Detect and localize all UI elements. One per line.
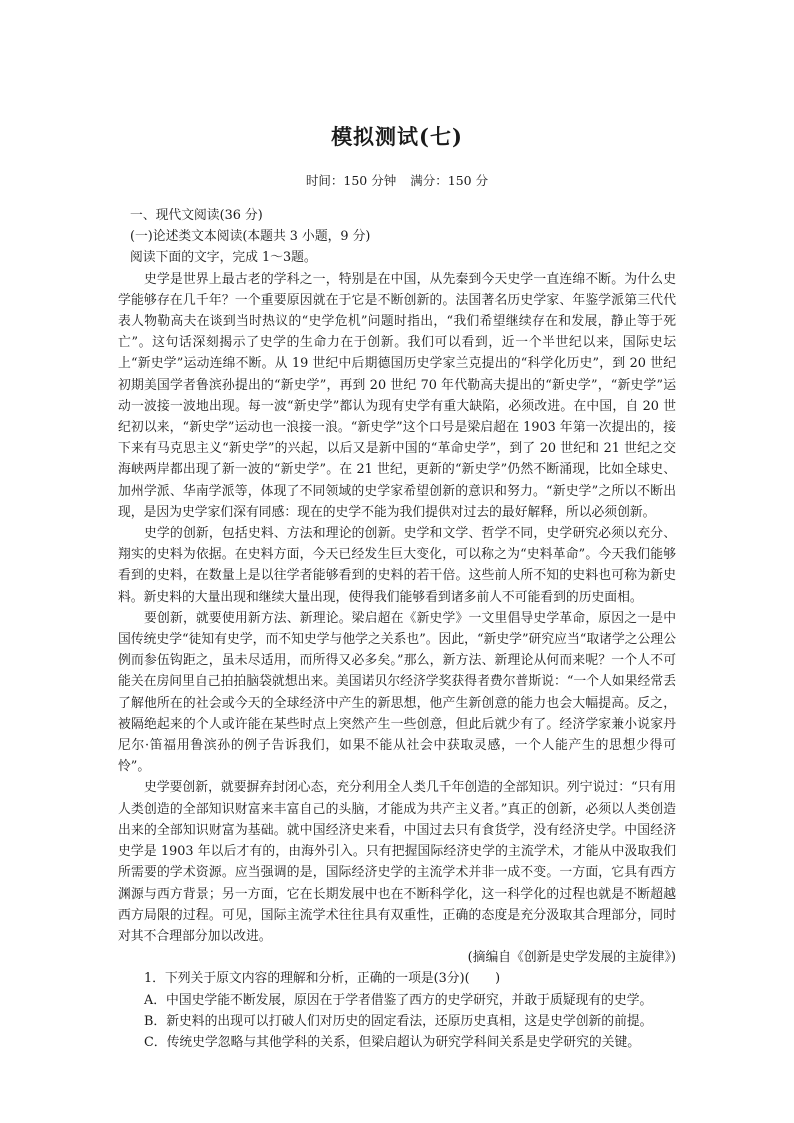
exam-meta [0,172,794,190]
passage-paragraph-3: 要创新，就要使用新方法、新理论。梁启超在《新史学》一文里倡导史学革命，原因之一是中国传统史学“徒知有史学，而不知史学与他学之关系也”。因此，“新史学”研究应当“取诸学之公理公例而参伍钩距之，虽未尽适用，而所得又必多矣。”那么，新方法、新理论从何而来呢？一个人不可能关在房间里自己拍拍脑袋就想出来。美国诺贝尔经济学奖获得者费尔普斯说：“一个人如果经常丢了解他所在的社会或今天的全球经济中产生的新思想，他产生新创意的能力也会大幅提高。反之，被隔绝起来的个人或许能在某些时点上突然产生一些创意，但此后就少有了。经济学家兼小说家丹尼尔·笛福用鲁滨孙的例子告诉我们，如果不能从社会中获取灵感，一个人能产生的思想少得可怜”。 [118,610,676,775]
question-option-a: A．中国史学能不断发展，原因在于学者借鉴了西方的史学研究，并敢于质疑现有的史学。 [144,992,653,1008]
exam-body [118,205,676,1053]
page-title: 模拟测试(七) [331,124,463,149]
question-stem: 1．下列关于原文内容的理解和分析，正确的一项是(3分)( ) [144,971,501,987]
passage-source: (摘编自《创新是史学发展的主旋律》) [467,950,676,966]
passage-paragraph-2: 史学的创新，包括史料、方法和理论的创新。史学和文学、哲学不同，史学研究必须以充分、翔实的史料为依据。在史料方面，今天已经发生巨大变化，可以称之为“史料革命”。今天我们能够看到的史料，在数量上是以往学者能够看到的史料的若干倍。这些前人所不知的史料也可称为新史料。新史料的大量出现和继续大量出现，使得我们能够看到诸多前人不可能看到的历史面相。 [118,526,676,605]
passage-paragraph-1: 史学是世界上最古老的学科之一，特别是在中国，从先秦到今天史学一直连绵不断。为什么史学能够存在几千年？一个重要原因就在于它是不断创新的。法国著名历史学家、年鉴学派第三代代表人物勒高夫在谈到当时热议的“史学危机”问题时指出，“我们希望继续存在和发展，静止等于死亡”。这句话深刻揭示了史学的生命力在于创新。我们可以看到，近一个半世纪以来，国际史坛上“新史学”运动连绵不断。从 19 世纪中后期德国历史学家兰克提出的“科学化历史”，到 20 世纪初期美国学者鲁滨孙提出的“新史学”，再到 20 世纪 70 年代勒高夫提出的“新史学”，“新史学”运动一波接一波地出现。每一波“新史学”都认为现有史学有重大缺陷，必须改进。在中国，自 20 世纪初以来，“新史学”运动也一浪接一浪。“新史学”这个口号是梁启超在 1903 年第一次提出的，接下来有马克思主义“新史学”的兴起，以后又是新中国的“革命史学”，到了 20 世纪和 21 世纪之交海峡两岸都出现了新一波的“新史学”。在 21 世纪，更新的“新史学”仍然不断涌现，比如全球史、加州学派、华南学派等，体现了不同领域的史学家希望创新的意识和努力。“新史学”之所以不断出现，是因为史学家们深有同感：现在的史学不能为我们提供对过去的最好解释，所以必须创新。 [118,271,676,520]
section-heading: 一、现代文阅读(36 分) [130,208,263,223]
passage-paragraph-4: 史学要创新，就要摒弃封闭心态，充分利用全人类几千年创造的全部知识。列宁说过：“只有用人类创造的全部知识财富来丰富自己的头脑，才能成为共产主义者。”真正的创新，必须以人类创造出来的全部知识财富为基础。就中国经济史来看，中国过去只有食货学，没有经济史学。中国经济史学是 1903 年以后才有的，由海外引入。只有把握国际经济史学的主流学术，才能从中汲取我们所需要的学术资源。应当强调的是，国际经济史学的主流学术并非一成不变。一方面，它具有西方渊源与西方背景；另一方面，它在长期发展中也在不断科学化，这一科学化的过程也就是不断超越西方局限的过程。可见，国际主流学术往往具有双重性，正确的态度是充分汲取其合理部分，同时对其不合理部分加以改进。 [118,780,676,944]
question-option-c: C．传统史学忽略与其他学科的关系，但梁启超认为研究学科间关系是史学研究的关键。 [144,1034,641,1050]
section-subheading: (一)论述类文本阅读(本题共 3 小题，9 分) [130,229,371,245]
full-score: 满分：150 分 [410,173,489,188]
reading-instruction: 阅读下面的文字，完成 1～3题。 [130,250,317,266]
question-option-b: B．新史料的出现可以打破人们对历史的固定看法，还原历史真相，这是史学创新的前提。 [144,1013,653,1029]
time-limit: 时间：150 分钟 [305,173,397,188]
